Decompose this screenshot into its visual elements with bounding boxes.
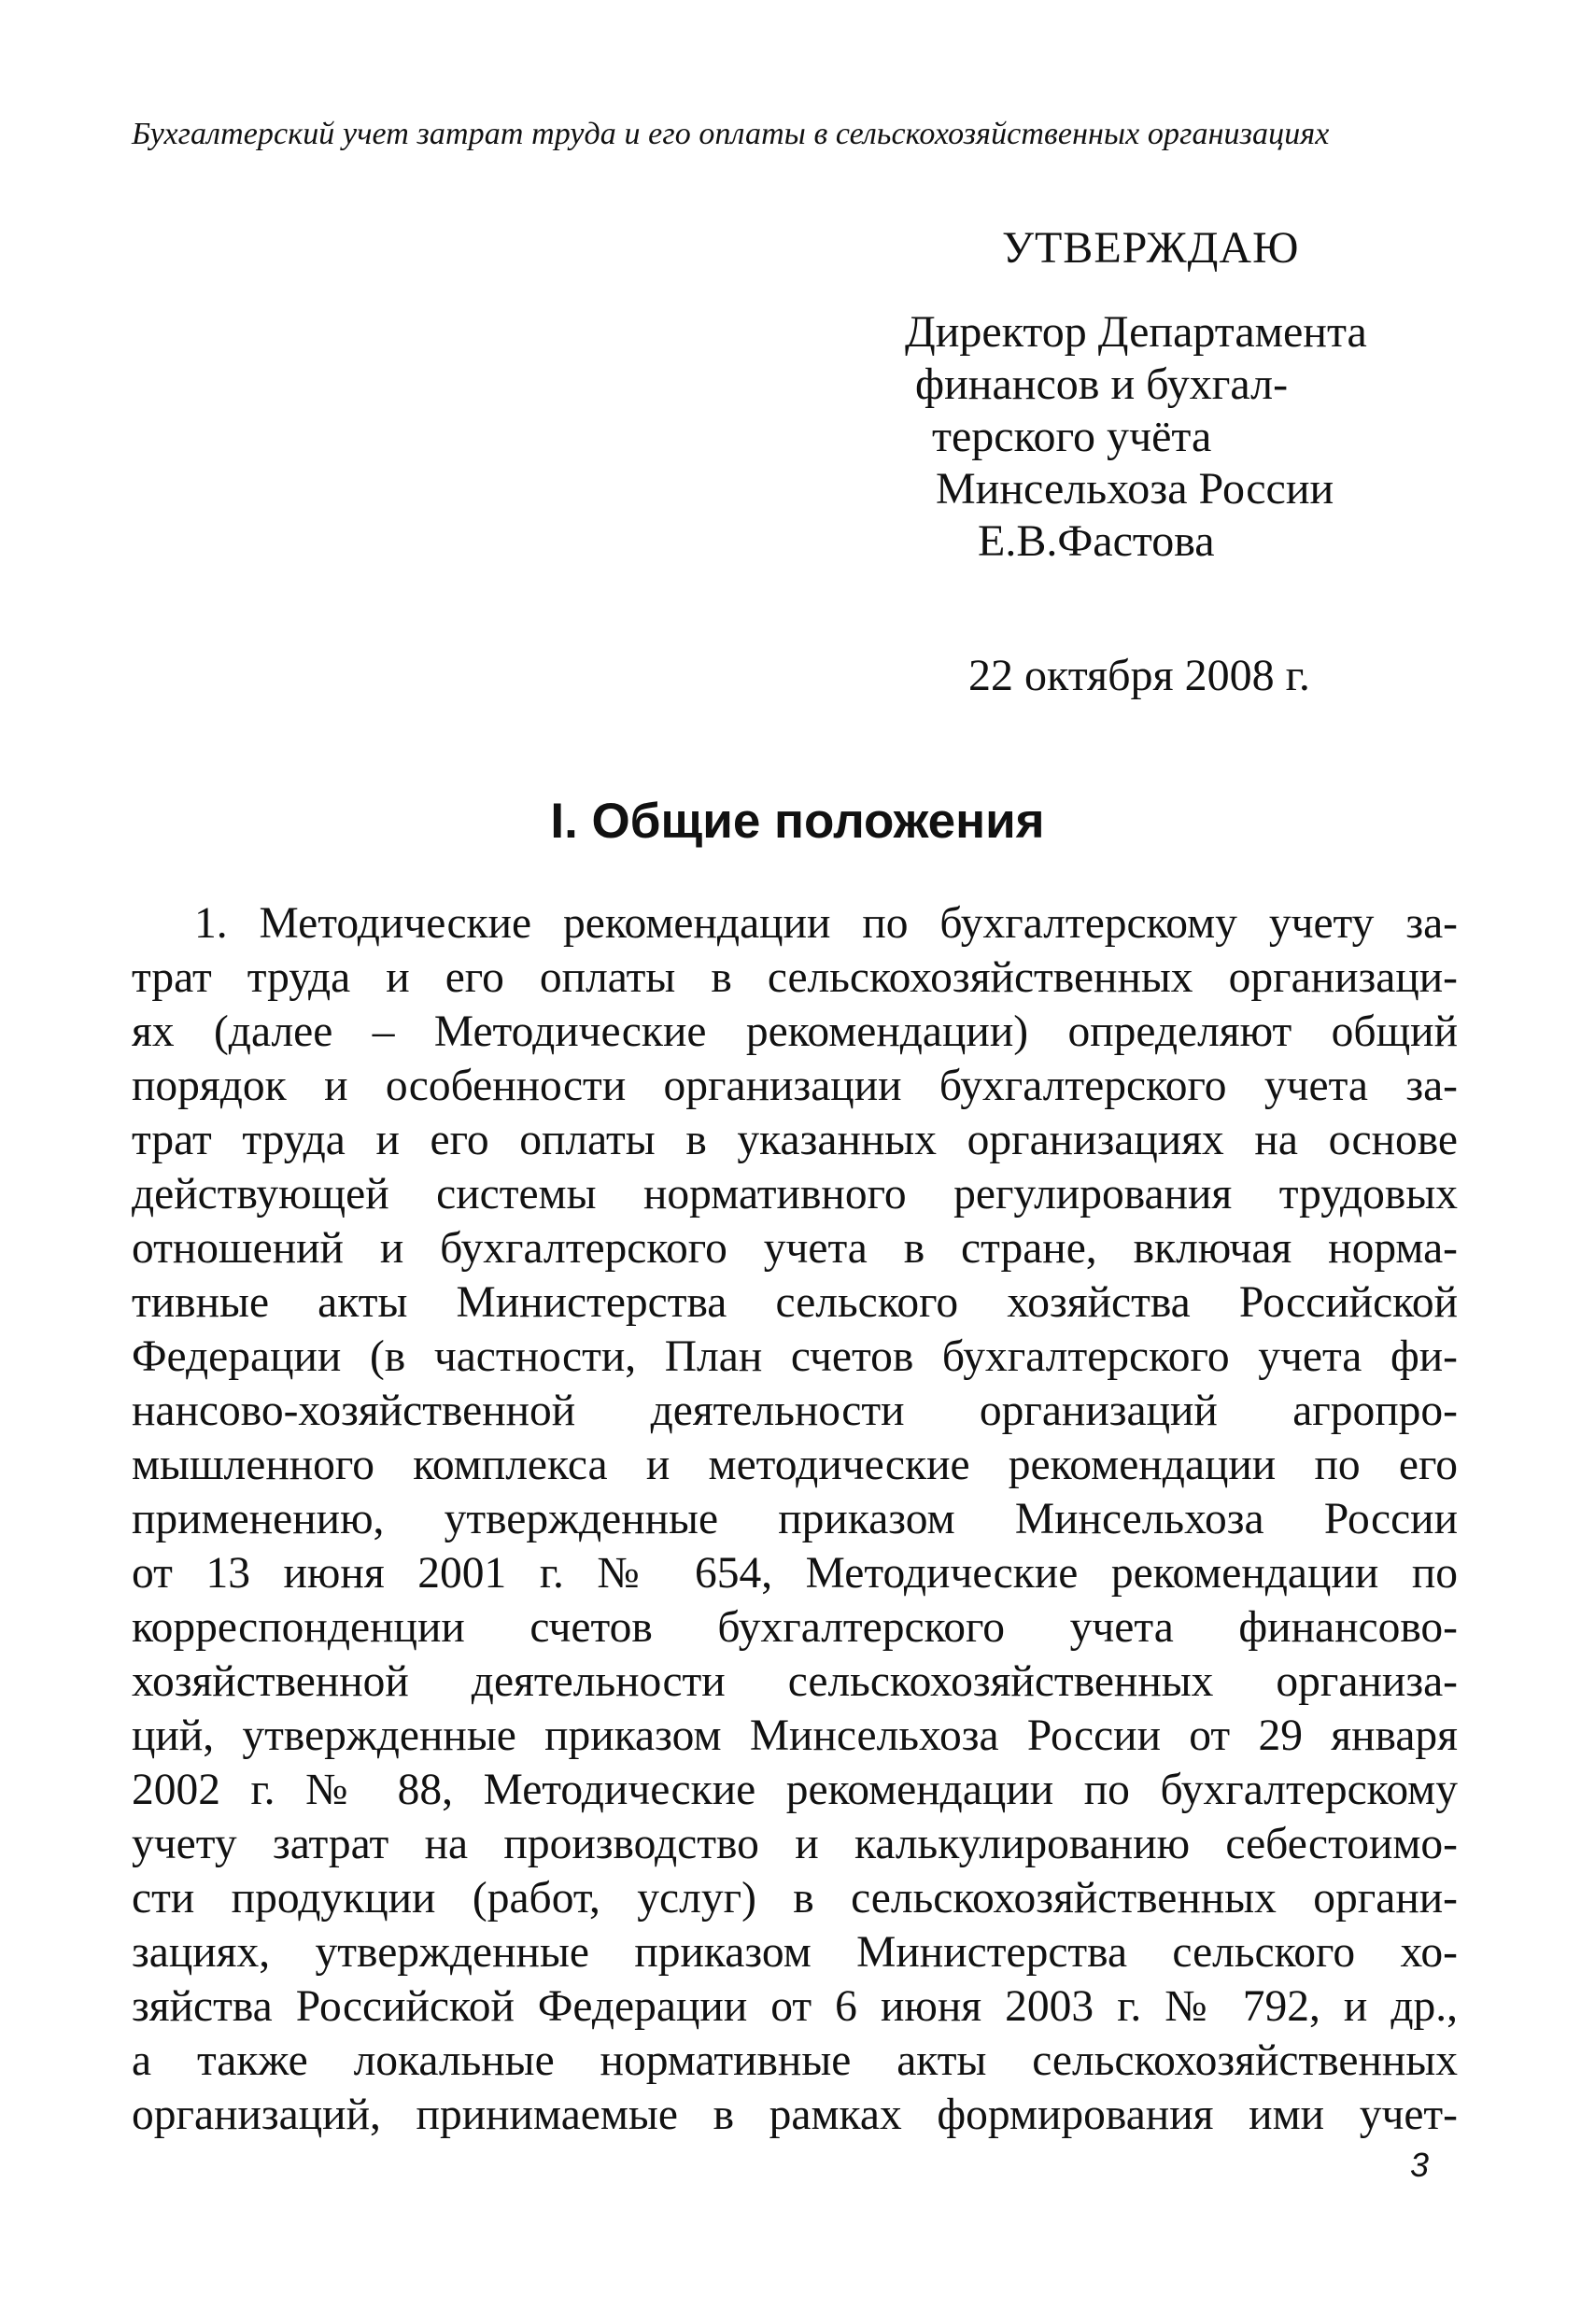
body-line: зациях, утвержденные приказом Министерства сельского хо- bbox=[132, 1928, 1458, 1977]
body-line: от 13 июня 2001 г. № 654, Методические рекомендации по bbox=[132, 1549, 1458, 1598]
approval-date: 22 октября 2008 г. bbox=[968, 651, 1310, 700]
body-line: трат труда и его оплаты в сельскохозяйственных организаци- bbox=[132, 953, 1458, 1002]
approval-line: Директор Департамента bbox=[905, 307, 1367, 357]
body-line: порядок и особенности организации бухгалтерского учета за- bbox=[132, 1062, 1458, 1110]
approval-line: терского учёта bbox=[932, 412, 1212, 461]
approval-title: УТВЕРЖДАЮ bbox=[1002, 223, 1300, 273]
body-line: ях (далее – Методические рекомендации) определяют общий bbox=[132, 1007, 1458, 1056]
body-line: а также локальные нормативные акты сельскохозяйственных bbox=[132, 2036, 1458, 2085]
body-line: учету затрат на производство и калькулированию себестоимо- bbox=[132, 1820, 1458, 1868]
approval-line: финансов и бухгал- bbox=[915, 359, 1289, 409]
body-line: нансово-хозяйственной деятельности организаций агропро- bbox=[132, 1387, 1458, 1435]
body-line: организаций, принимаемые в рамках формирования ими учет- bbox=[132, 2091, 1458, 2139]
body-line: хозяйственной деятельности сельскохозяйственных организа- bbox=[132, 1657, 1458, 1706]
body-line: мышленного комплекса и методические рекомендации по его bbox=[132, 1441, 1458, 1489]
body-line: 1. Методические рекомендации по бухгалтерскому учету за- bbox=[194, 899, 1458, 948]
section-title: I. Общие положения bbox=[550, 794, 1045, 849]
body-line: зяйства Российской Федерации от 6 июня 2003 г. № 792, и др., bbox=[132, 1982, 1458, 2031]
running-header: Бухгалтерский учет затрат труда и его оплаты в сельскохозяйственных организациях bbox=[132, 117, 1330, 151]
body-line: 2002 г. № 88, Методические рекомендации по бухгалтерскому bbox=[132, 1766, 1458, 1814]
body-line: трат труда и его оплаты в указанных организациях на основе bbox=[132, 1116, 1458, 1164]
body-line: тивные акты Министерства сельского хозяйства Российской bbox=[132, 1278, 1458, 1327]
body-line: действующей системы нормативного регулирования трудовых bbox=[132, 1170, 1458, 1218]
body-line: ций, утвержденные приказом Минсельхоза России от 29 января bbox=[132, 1711, 1458, 1760]
body-line: применению, утвержденные приказом Минсельхоза России bbox=[132, 1495, 1458, 1543]
approval-line: Минсельхоза России bbox=[936, 464, 1334, 514]
body-line: Федерации (в частности, План счетов бухгалтерского учета фи- bbox=[132, 1332, 1458, 1381]
approval-signatory: Е.В.Фастова bbox=[978, 516, 1215, 566]
body-paragraph bbox=[132, 896, 1458, 2142]
page-number: 3 bbox=[1410, 2146, 1430, 2184]
body-line: корреспонденции счетов бухгалтерского учета финансово- bbox=[132, 1603, 1458, 1652]
body-line: сти продукции (работ, услуг) в сельскохозяйственных органи- bbox=[132, 1874, 1458, 1923]
body-line: отношений и бухгалтерского учета в стране, включая норма- bbox=[132, 1224, 1458, 1273]
